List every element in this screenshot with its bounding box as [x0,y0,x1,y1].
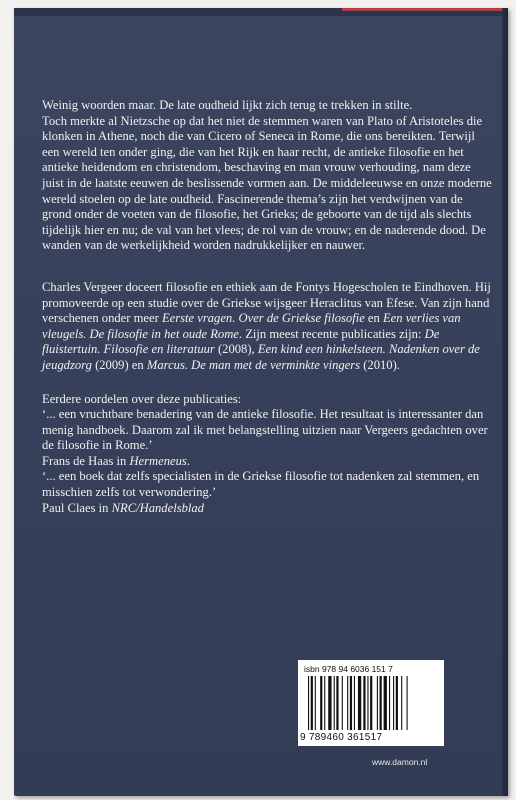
blurb-paragraph-1: Weinig woorden maar. De late oudheid lijkt zich terug te trekken in stilte. [42,98,413,112]
red-spine-stripe [342,8,502,11]
review-source-2 [42,501,494,517]
bio-text: Charles Vergeer doceert filosofie en ethiek aan de Fontys Hogescholen te Eindhoven. Hij promoveerde op een studie over de Griekse wijsgeer Heraclitus van Efese. Van zijn hand verschenen onder meer [42,279,491,326]
spacer [42,254,494,280]
blurb-paragraph-2: Toch merkte al Nietzsche op dat het niet de stemmen waren van Plato of Aristoteles die klonken in Athene, noch die van Cicero of Seneca in Rome, die ons bereikten. Terwijl een wereld ten onder ging, die van het Rijk en haar recht, de antieke filosofie en het antieke heidendom en christendom, beschaving en man vrouw verhouding, nam deze juist in de laatste eeuwen de beslissende vormen aan. De middeleeuwse en onze moderne wereld stoelen op de late oudheid. Fascinerende thema’s zijn het verdwijnen van de grond onder de voeten van de filosofie, het Grieks; de geboorte van de tijd als slechts tijdelijk hier en nu; de val van het vlees; de rol van de vrouw; en de naderende dood. De wanden van de werkelijkheid worden nadrukkelijker en nauwer. [42,113,492,253]
publication: Hermeneus [129,453,187,468]
review-source-1 [42,454,494,470]
barcode-label [298,660,444,746]
reviewer: Frans de Haas in [42,453,130,468]
reviewer: Paul Claes in [42,500,112,515]
barcode-icon [308,676,436,730]
work-title: Eerste vragen. Over de Griekse filosofie [161,311,365,326]
bio-text: (2008), [214,342,258,357]
isbn-text: isbn 978 94 6036 151 7 [304,664,393,674]
bio-text: (2010). [360,357,400,372]
reviews-intro: Eerdere oordelen over deze publicaties: [42,391,242,406]
work-title: Een kind een hinkelsteen. Nadenken over de jeugdzorg [42,342,480,372]
bio-text: . Zijn meest recente publicaties zijn: [238,326,425,341]
work-title: Marcus. De man met de verminkte vingers [146,357,361,372]
bio-text: en [364,311,383,326]
work-title: De fluistertuin. Filosofie en literatuur [42,326,440,357]
review-quote-1: ‘... een vruchtbare benadering van de antieke filosofie. Het resultaat is interessanter dan menig handboek. Daarom zal ik met belangstelling uitzien naar Vergeers gedachten over de filosofie in Rome.’ [42,407,488,453]
review-quote-2: ‘... een boek dat zelfs specialisten in de Griekse filosofie tot nadenken zal stemmen, en misschien zelfs tot verwondering.’ [42,469,480,500]
punctuation: . [186,453,190,468]
publisher-website: www.damon.nl [372,757,428,767]
work-title: Een verlies van vleugels. De filosofie in het oude Rome [42,311,461,341]
publication: NRC/Handelsblad [111,500,204,515]
top-edge [14,8,508,16]
barcode-digits: 9 789460 361517 [300,732,383,743]
author-bio [42,280,494,374]
back-cover-text [42,98,494,516]
spine-edge [502,8,508,796]
spacer [42,374,494,392]
bio-text: (2009) en [91,357,147,372]
